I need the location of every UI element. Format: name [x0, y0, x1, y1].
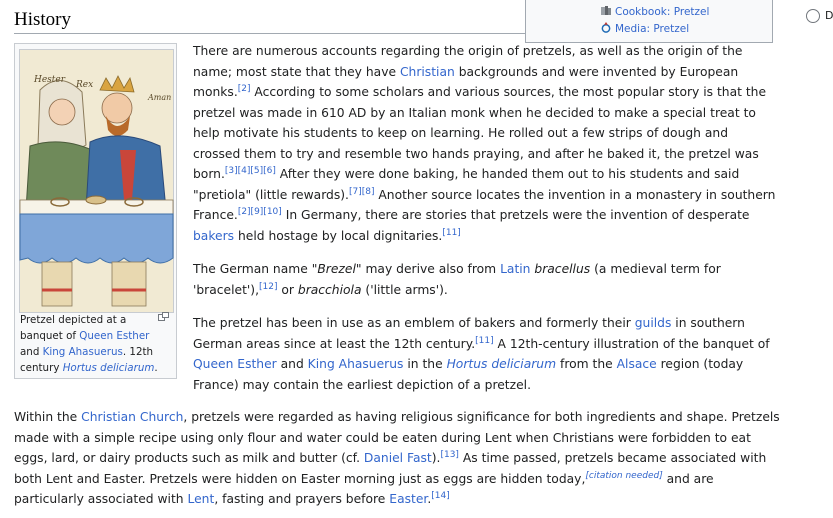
queen-esther-link[interactable]: Queen Esther [79, 330, 150, 342]
sister-projects-box [525, 0, 773, 43]
citation-ref[interactable]: [2] [237, 83, 251, 94]
cookbook-link[interactable]: Cookbook: Pretzel [615, 6, 710, 18]
bakers-link[interactable]: bakers [193, 228, 235, 243]
media-row[interactable] [600, 22, 689, 35]
citation-ref[interactable]: [3][4][5][6] [224, 165, 276, 176]
hortus-deliciarum-link[interactable]: Hortus deliciarum [446, 357, 557, 371]
citation-ref[interactable]: [14] [431, 490, 450, 501]
christian-link[interactable]: Christian [399, 64, 455, 79]
section-title: History [14, 9, 71, 30]
illustration-drawing [20, 50, 173, 312]
image-caption: Pretzel depicted at a banquet of Queen Esther and King Ahasuerus. 12th century Hortus deliciarum. [20, 314, 158, 374]
guilds-link[interactable]: guilds [634, 316, 672, 330]
cookbook-row[interactable] [600, 5, 709, 18]
toc-radio-button[interactable] [806, 9, 820, 23]
latin-link[interactable]: Latin [500, 262, 531, 276]
citation-needed[interactable]: [citation needed] [585, 470, 663, 481]
citation-ref[interactable]: [11] [442, 227, 461, 238]
toc-label: D [825, 9, 833, 22]
paragraph-origin: There are numerous accounts regarding the origin of pretzels, as well as the origin of the name; most state that they have Christian backgrounds and were invented by European monks.[2] According to some scholars and various sources, the most popular story is that the pretzel was made in 610 AD by an Italian monk when he decided to make a special treat to help motivate his students to keep on learning. He rolled out a few strips of dough and crossed them to try and resemble two hands praying, and after he baked it, the pretzel was born.[3][4][5][6] After they were done baking, he handed them out to his students and said "pretiola" (little rewards).[7][8] Another source locates the invention in a monastery in southern France.[2][9][10] In Germany, there are stories that pretzels were the invention of desperate bakers held hostage by local dignitaries.[11] [193, 44, 776, 243]
king-ahasuerus-link[interactable]: King Ahasuerus [42, 346, 123, 358]
daniel-fast-link[interactable]: Daniel Fast [363, 451, 432, 465]
king-ahasuerus-link[interactable]: King Ahasuerus [307, 357, 404, 371]
pretzel-illustration[interactable] [19, 49, 174, 313]
commons-icon [600, 22, 612, 33]
alsace-link[interactable]: Alsace [616, 357, 657, 371]
citation-ref[interactable]: [2][9][10] [237, 206, 282, 217]
hortus-deliciarum-link[interactable]: Hortus deliciarum [62, 362, 155, 374]
wikibooks-icon [600, 5, 612, 16]
citation-ref[interactable]: [13] [440, 449, 459, 460]
paragraph-emblem: The pretzel has been in use as an emblem of bakers and formerly their guilds in southern German areas since at least the 12th century.[11] A 12th-century illustration of the banquet of Queen Esther and King Ahasuerus in the Hortus deliciarum from the Alsace region (today France) may contain the earliest depiction of a pretzel. [193, 316, 770, 392]
label-aman: Aman [148, 93, 172, 102]
queen-esther-link[interactable]: Queen Esther [193, 357, 277, 371]
easter-link[interactable]: Easter [389, 492, 428, 506]
citation-ref[interactable]: [12] [259, 281, 278, 292]
image-thumbnail [14, 43, 177, 379]
paragraph-name: The German name "Brezel" may derive also from Latin bracellus (a medieval term for 'bracelet'),[12] or bracchiola ('little arms'). [193, 262, 721, 297]
citation-ref[interactable]: [7][8] [348, 186, 375, 197]
label-rex: Rex [76, 80, 94, 90]
lent-link[interactable]: Lent [187, 492, 215, 506]
paragraph-religious: Within the Christian Church, pretzels were regarded as having religious significance for both ingredients and shape. Pretzels made with a simple recipe using only flour and water could be eaten during Lent when Christians were forbidden to eat eggs, lard, or dairy products such as milk and butter (cf. Daniel Fast).[13] As time passed, pretzels became associated with both Lent and Easter. Pretzels were hidden on Easter morning just as eggs are hidden today,[citation needed] and are particularly associated with Lent, fasting and prayers before Easter.[14] [14, 410, 780, 506]
christian-church-link[interactable]: Christian Church [81, 410, 184, 424]
label-hester: Hester [34, 75, 66, 85]
citation-ref[interactable]: [11] [475, 335, 494, 346]
media-link[interactable]: Media: Pretzel [615, 23, 690, 35]
